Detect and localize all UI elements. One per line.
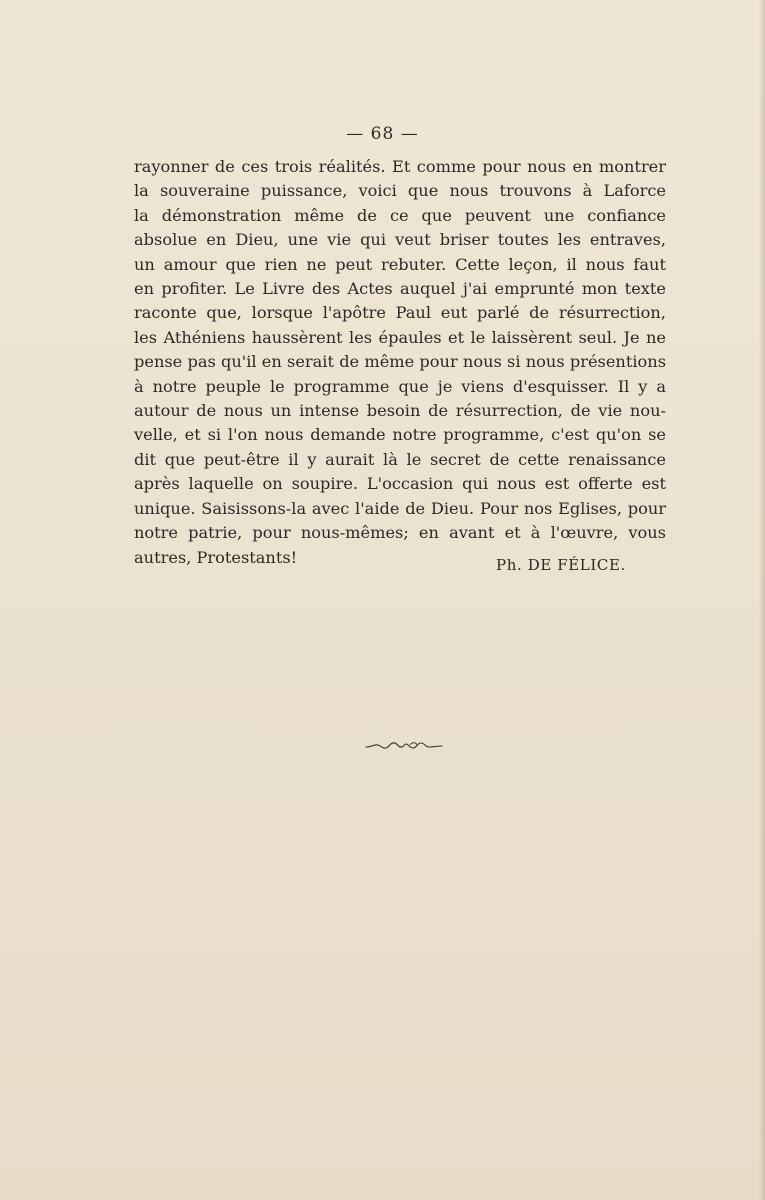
text-line: après laquelle on soupire. L'occasion qui nous est offerte est (134, 474, 666, 494)
text-line: velle, et si l'on nous demande notre programme, c'est qu'on se (134, 425, 666, 445)
text-line: rayonner de ces trois réalités. Et comme pour nous en montrer (134, 157, 666, 176)
decorative-flourish-icon (364, 740, 444, 752)
page-number: — 68 — (346, 124, 419, 144)
text-line: la souveraine puissance, voici que nous trouvons à Laforce (134, 181, 666, 201)
author-signature: Ph. DE FÉLICE. (496, 556, 626, 574)
body-text (134, 155, 666, 570)
text-line: unique. Saisissons-la avec l'aide de Dieu. Pour nos Eglises, pour (134, 498, 666, 518)
text-line: raconte que, lorsque l'apôtre Paul eut parlé de résurrection, (134, 303, 666, 323)
text-line: autres, Protestants! (134, 547, 298, 567)
text-line: les Athéniens haussèrent les épaules et le laissèrent seul. Je ne (134, 327, 666, 347)
text-line: à notre peuple le programme que je viens d'esquisser. Il y a (134, 376, 666, 396)
text-line: notre patrie, pour nous-mêmes; en avant et à l'œuvre, vous (134, 523, 666, 543)
text-line: la démonstration même de ce que peuvent une confiance (134, 205, 666, 225)
text-line: absolue en Dieu, une vie qui veut briser toutes les entraves, (134, 230, 666, 250)
text-line: dit que peut-être il y aurait là le secret de cette renaissance (134, 449, 666, 469)
text-line: en profiter. Le Livre des Actes auquel j'ai emprunté mon texte (134, 279, 666, 299)
text-line: autour de nous un intense besoin de résurrection, de vie nou- (134, 401, 666, 421)
text-line: pense pas qu'il en serait de même pour nous si nous présentions (134, 352, 666, 372)
text-line: un amour que rien ne peut rebuter. Cette leçon, il nous faut (134, 254, 666, 274)
